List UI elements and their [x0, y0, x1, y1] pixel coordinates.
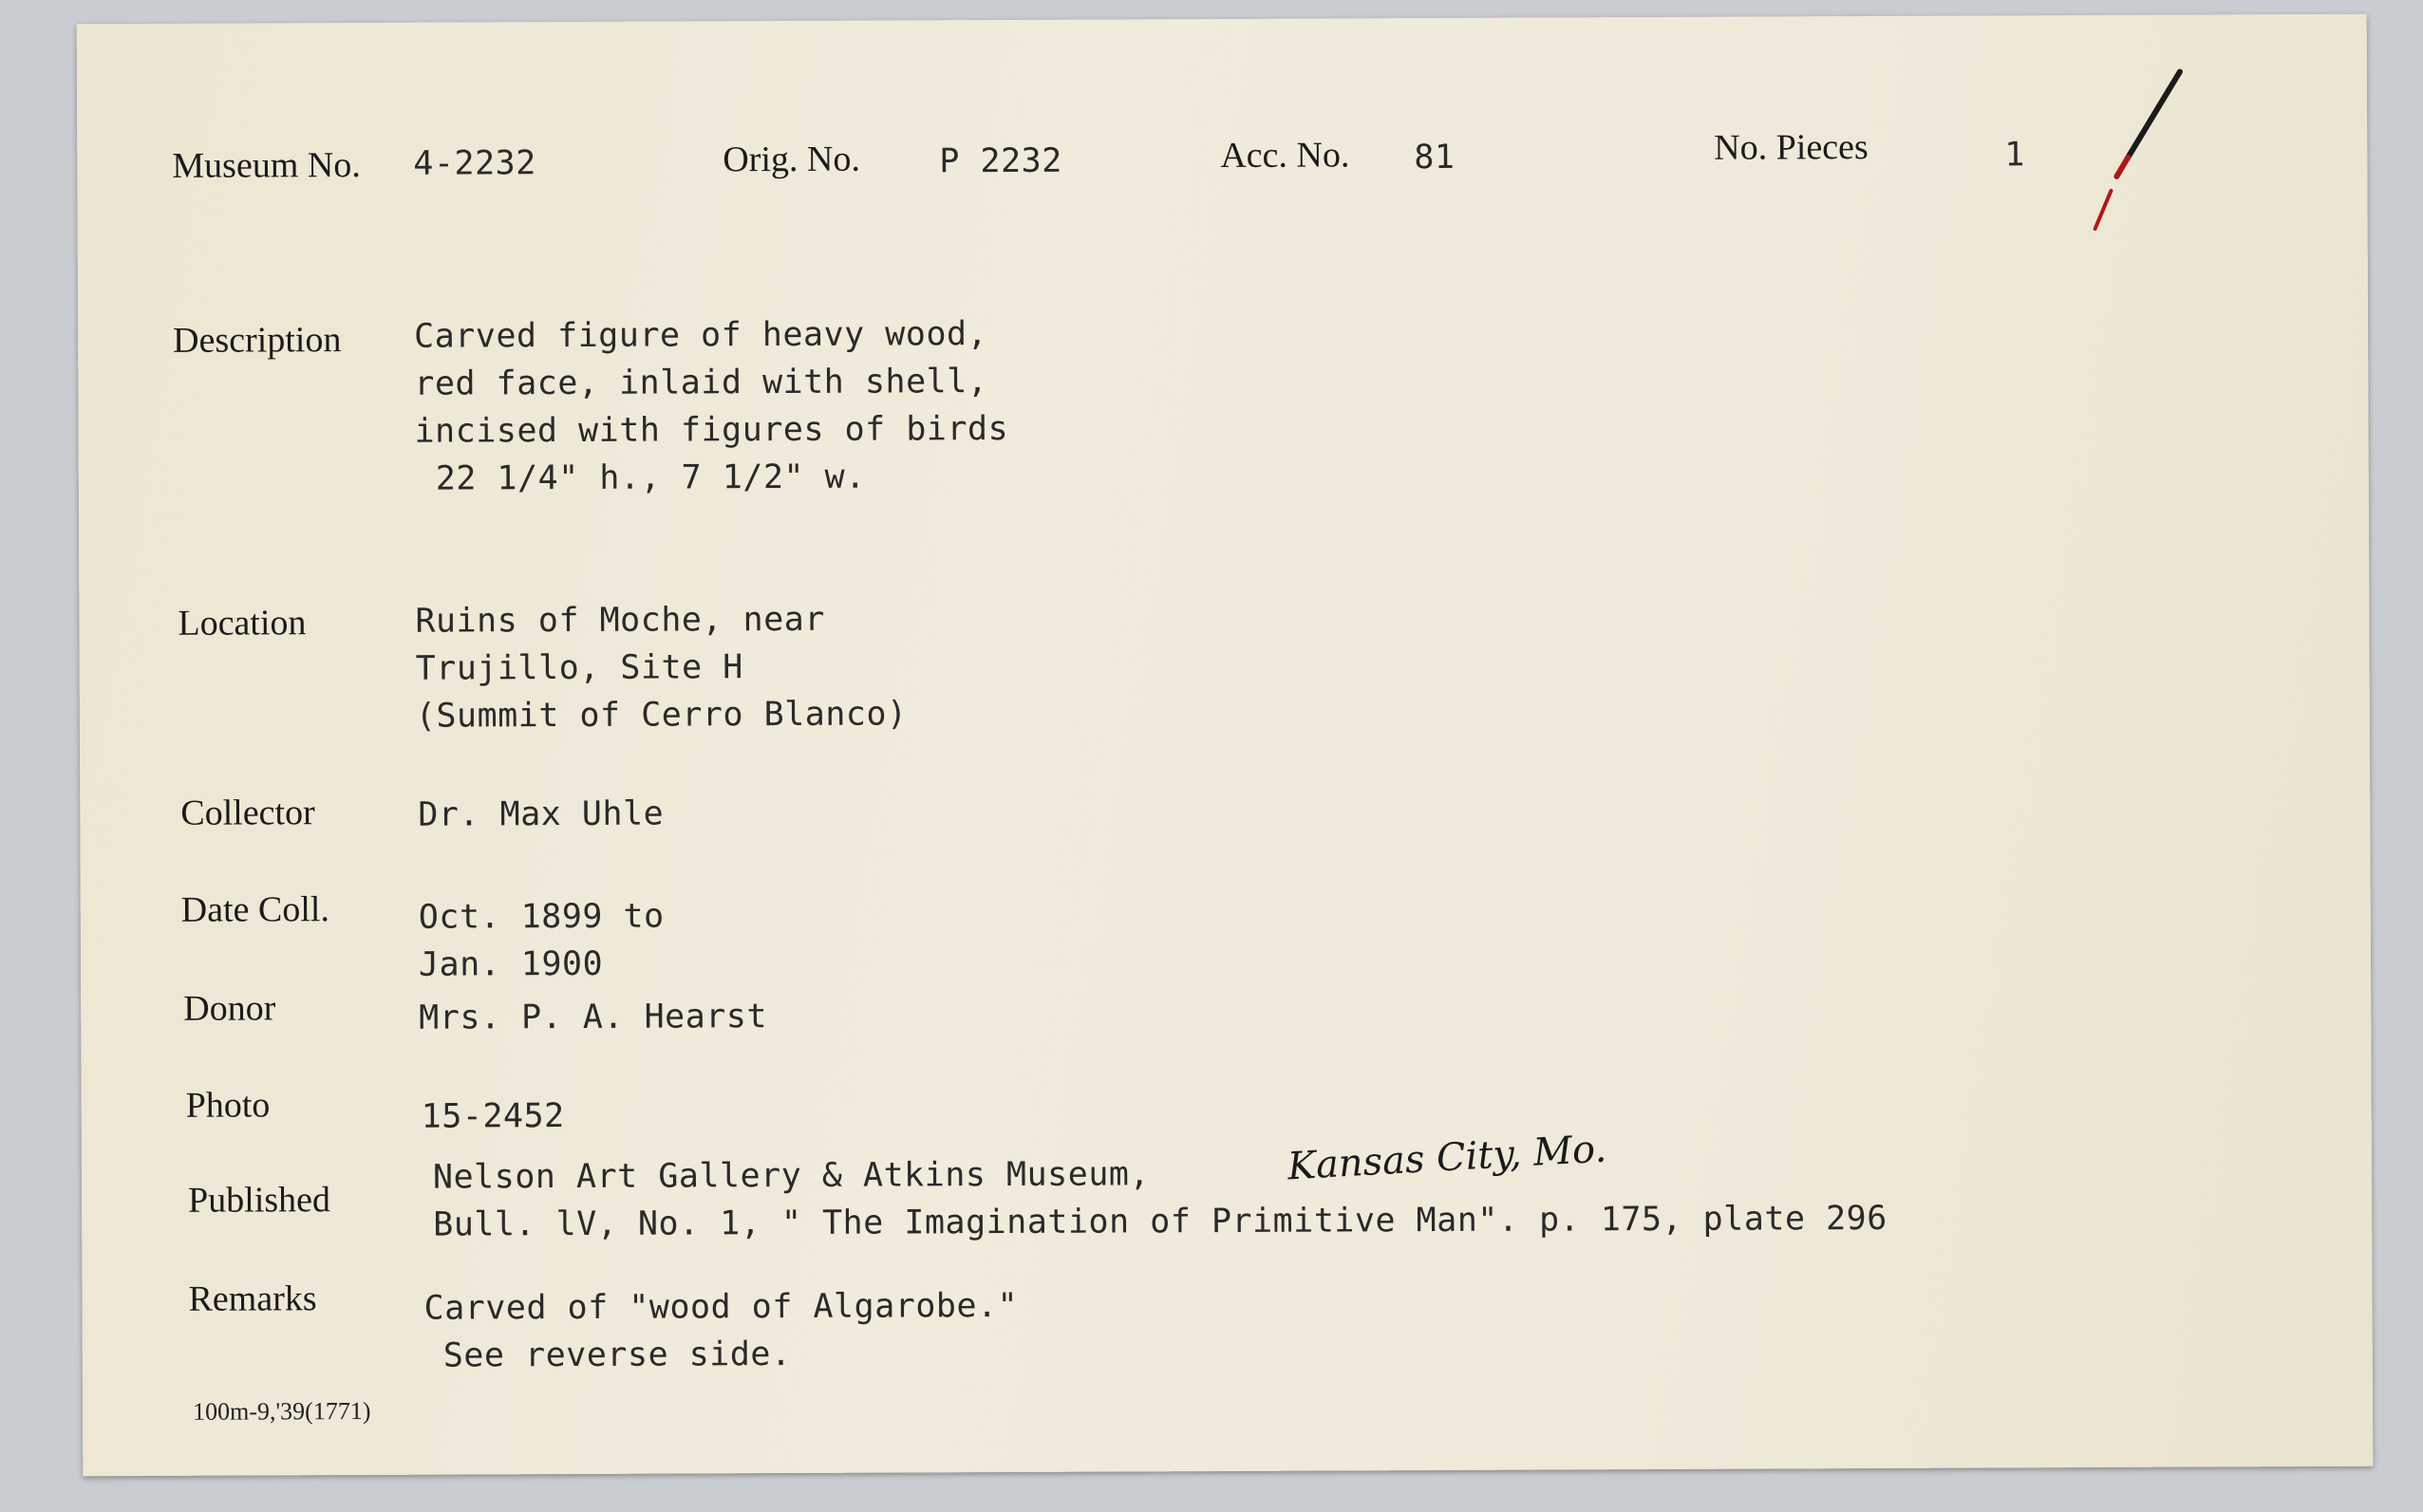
description-line: red face, inlaid with shell,: [414, 363, 988, 403]
museum-no-label: Museum No.: [172, 144, 361, 186]
collector-value: Dr. Max Uhle: [418, 794, 665, 834]
collector-label: Collector: [180, 793, 315, 833]
date-coll-line: Jan. 1900: [418, 944, 604, 984]
location-label: Location: [178, 603, 307, 644]
red-check-mark: [2090, 52, 2224, 252]
photo-value: 15-2452: [421, 1097, 565, 1136]
museum-no-value: 4-2232: [413, 144, 536, 183]
catalog-card: [77, 14, 2374, 1477]
orig-no-value: P 2232: [939, 141, 1062, 181]
no-pieces-label: No. Pieces: [1714, 127, 1869, 168]
no-pieces-value: 1: [2004, 136, 2025, 175]
description-text: [414, 310, 1008, 503]
date-coll-line: Oct. 1899 to: [418, 897, 665, 937]
remarks-line: See reverse side.: [442, 1335, 792, 1375]
location-line: (Summit of Cerro Blanco): [415, 695, 908, 736]
acc-no-value: 81: [1414, 138, 1456, 177]
description-line: Carved figure of heavy wood,: [414, 315, 988, 356]
published-line: Bull. lV, No. 1, " The Imagination of Primitive Man". p. 175, plate 296: [433, 1199, 1888, 1244]
date-coll-label: Date Coll.: [180, 889, 330, 930]
published-line: Nelson Art Gallery & Atkins Museum,: [432, 1155, 1151, 1197]
remarks-text: [423, 1282, 1018, 1380]
date-coll-text: [419, 893, 665, 989]
acc-no-label: Acc. No.: [1220, 135, 1350, 177]
orig-no-label: Orig. No.: [723, 139, 861, 180]
handwritten-annotation: Kansas City, Mo.: [1286, 1127, 1608, 1189]
description-line: 22 1/4" h., 7 1/2" w.: [435, 457, 866, 498]
published-label: Published: [187, 1180, 331, 1221]
form-number: 100m-9,'39(1771): [192, 1396, 371, 1426]
location-line: Ruins of Moche, near: [415, 600, 825, 641]
description-line: incised with figures of birds: [414, 409, 1009, 451]
photo-label: Photo: [185, 1085, 271, 1126]
donor-label: Donor: [183, 988, 276, 1029]
remarks-line: Carved of "wood of Algarobe.": [423, 1286, 1019, 1328]
location-line: Trujillo, Site H: [415, 648, 743, 688]
location-text: [415, 595, 907, 739]
donor-value: Mrs. P. A. Hearst: [419, 998, 768, 1037]
remarks-label: Remarks: [188, 1279, 317, 1319]
description-label: Description: [173, 320, 342, 361]
published-text: [433, 1148, 1888, 1249]
